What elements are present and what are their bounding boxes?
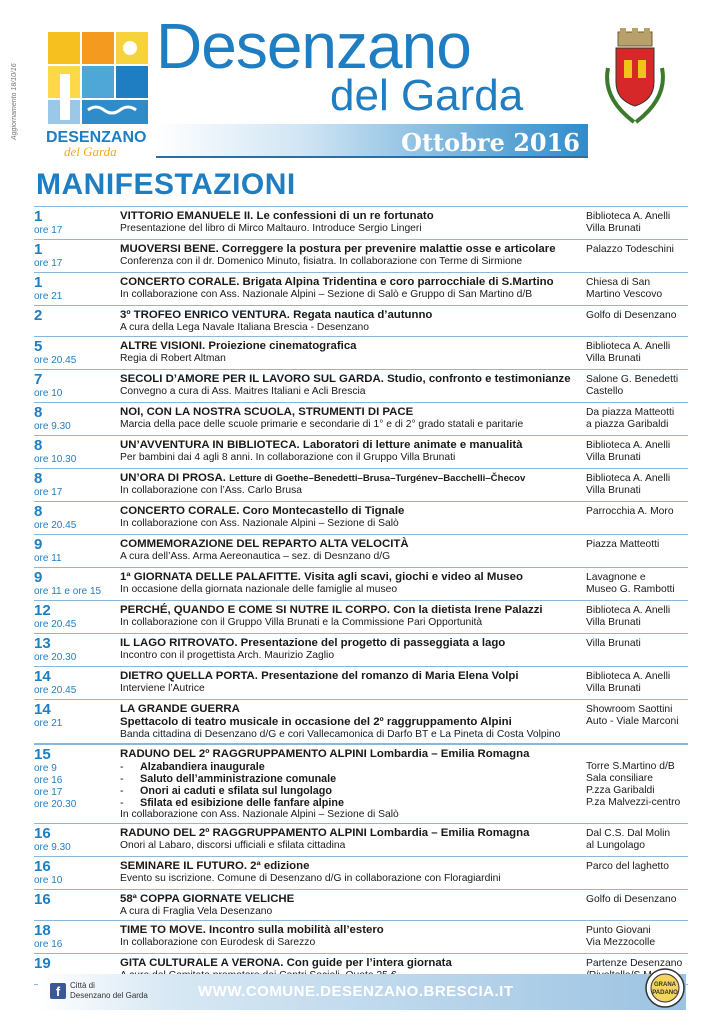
event-date: [34, 923, 120, 951]
event-title: IL LAGO RITROVATO. Presentazione del progetto di passeggiata a lago: [120, 637, 506, 649]
event-description: Regia di Robert Altman: [120, 353, 226, 364]
event-time: ore 9: [34, 763, 57, 774]
event-place-line: Showroom Saottini: [586, 704, 673, 715]
event-day: 1: [34, 208, 43, 225]
event-description: Onori al Labaro, discorsi ufficiali e sfilata cittadina: [120, 840, 346, 851]
event-row: [34, 856, 688, 889]
event-place-line: Piazza Matteotti: [586, 539, 660, 550]
event-place-line: Villa Brunati: [586, 617, 641, 628]
event-time: ore 17: [34, 258, 63, 269]
event-date: [34, 405, 120, 433]
update-note: Aggiornamento 18/10/16: [11, 63, 18, 140]
event-body: [120, 636, 586, 664]
event-description: In collaborazione con il Gruppo Villa Brunati e la Commissione Pari Opportunità: [120, 617, 483, 628]
event-description: In occasione della giornata nazionale delle famiglie al museo: [120, 584, 398, 595]
event-time: ore 17: [34, 225, 63, 236]
event-place-line: P.zza Garibaldi: [586, 785, 655, 796]
section-title: MANIFESTAZIONI: [36, 168, 296, 201]
event-place: [586, 504, 688, 532]
event-place: [586, 209, 688, 237]
event-time: ore 21: [34, 291, 63, 302]
event-date: [34, 209, 120, 237]
event-row: [34, 823, 688, 856]
event-day: 13: [34, 635, 51, 652]
event-row: [34, 336, 688, 369]
event-place-line: Palazzo Todeschini: [586, 244, 674, 255]
event-place: [586, 892, 688, 918]
event-place: [586, 308, 688, 334]
event-date: [34, 636, 120, 664]
event-title: COMMEMORAZIONE DEL REPARTO ALTA VELOCITÀ: [120, 538, 409, 550]
event-place: [586, 669, 688, 697]
event-day: 16: [34, 825, 51, 842]
event-place-line: Biblioteca A. Anelli: [586, 473, 671, 484]
event-place-line: Villa Brunati: [586, 353, 641, 364]
event-day: 14: [34, 668, 51, 685]
event-description: In collaborazione con Ass. Nazionale Alpini – Sezione di Salò e Gruppo di San Martino d/B: [120, 289, 533, 300]
event-place-line: Biblioteca A. Anelli: [586, 605, 671, 616]
event-date: [34, 275, 120, 303]
event-row: [34, 889, 688, 920]
event-time: ore 16: [34, 939, 63, 950]
coat-of-arms-icon: [600, 28, 670, 128]
event-description: In collaborazione con l’Ass. Carlo Brusa: [120, 485, 303, 496]
event-title: CONCERTO CORALE. Brigata Alpina Tridentina e coro parrocchiale di S.Martino: [120, 276, 554, 288]
program-item: - Sfilata ed esibizione delle fanfare alpine: [120, 797, 586, 809]
event-place-line: Torre S.Martino d/B: [586, 761, 675, 772]
event-day: 8: [34, 437, 43, 454]
event-time: ore 10.30: [34, 454, 77, 465]
event-title: UN’ORA DI PROSA. Letture di Goethe–Benedetti–Brusa–Turgénev–Bacchelli–Čhecov: [120, 472, 526, 484]
event-place-line: Golfo di Desenzano: [586, 894, 677, 905]
event-time: ore 20.45: [34, 355, 77, 366]
event-place-line: Lavagnone e: [586, 572, 646, 583]
event-date: [34, 702, 120, 741]
event-title: VITTORIO EMANUELE II. Le confessioni di un re fortunato: [120, 210, 434, 222]
event-row: [34, 435, 688, 468]
event-place-line: Biblioteca A. Anelli: [586, 341, 671, 352]
event-description: Convegno a cura di Ass. Maitres Italiani e Acli Brescia: [120, 386, 366, 397]
event-place-line: Villa Brunati: [586, 452, 641, 463]
event-day: 12: [34, 602, 51, 619]
event-title: RADUNO DEL 2º RAGGRUPPAMENTO ALPINI Lombardia – Emilia Romagna: [120, 827, 530, 839]
event-body: [120, 923, 586, 951]
event-place-line: Villa Brunati: [586, 683, 641, 694]
event-description: Evento su iscrizione. Comune di Desenzano d/G in collaborazione con Floragiardini: [120, 873, 501, 884]
event-body: [120, 339, 586, 367]
event-row: [34, 239, 688, 272]
event-place: [586, 826, 688, 854]
event-date: [34, 339, 120, 367]
event-title: MUOVERSI BENE. Correggere la postura per prevenire malattie osse e articolare: [120, 243, 556, 255]
event-date: [34, 372, 120, 400]
event-day: 5: [34, 338, 43, 355]
event-title: 3º TROFEO ENRICO VENTURA. Regata nautica d’autunno: [120, 309, 433, 321]
program-item: - Saluto dell’amministrazione comunale: [120, 773, 586, 785]
event-description: Marcia della pace delle scuole primarie e secondarie di 1° e di 2° grado statali e paritarie: [120, 419, 524, 430]
event-title: PERCHÉ, QUANDO E COME SI NUTRE IL CORPO. Con la dietista Irene Palazzi: [120, 604, 543, 616]
event-day: 15: [34, 746, 51, 763]
event-place-line: Parco del laghetto: [586, 861, 670, 872]
event-place: [586, 603, 688, 631]
event-day: 1: [34, 241, 43, 258]
events-list: [34, 206, 688, 985]
event-time: ore 11 e ore 15: [34, 586, 102, 597]
event-date: [34, 242, 120, 270]
event-day: 19: [34, 955, 51, 972]
event-time: ore 10: [34, 388, 63, 399]
event-title: 1ª GIORNATA DELLE PALAFITTE. Visita agli scavi, giochi e video al Museo: [120, 571, 523, 583]
event-title: DIETRO QUELLA PORTA. Presentazione del romanzo di Maria Elena Volpi: [120, 670, 519, 682]
event-title: TIME TO MOVE. Incontro sulla mobilità all’estero: [120, 924, 384, 936]
event-row: [34, 567, 688, 600]
event-day: 9: [34, 536, 43, 553]
event-day: 8: [34, 470, 43, 487]
event-place-line: Golfo di Desenzano: [586, 310, 677, 321]
event-date: [34, 892, 120, 918]
event-place-line: Auto - Viale Marconi: [586, 716, 679, 727]
event-description: Per bambini dai 4 agli 8 anni. In collaborazione con il Gruppo Villa Brunati: [120, 452, 456, 463]
event-place-line: P.za Malvezzi-centro: [586, 797, 681, 808]
event-place-line: Villa Brunati: [586, 223, 641, 234]
event-place-line: Villa Brunati: [586, 638, 641, 649]
event-place: [586, 636, 688, 664]
event-body: [120, 471, 586, 499]
event-description: Banda cittadina di Desenzano d/G e cori Vallecamonica di Darfo BT e La Pineta di Costa Volpino: [120, 729, 561, 740]
event-description: In collaborazione con Ass. Nazionale Alpini – Sezione di Salò: [120, 809, 399, 820]
event-place: [586, 923, 688, 951]
event-time: ore 9.30: [34, 421, 71, 432]
event-title: LA GRANDE GUERRA: [120, 703, 240, 715]
event-place: [586, 242, 688, 270]
event-subtitle: Spettacolo di teatro musicale in occasione del 2º raggruppamento Alpini: [120, 716, 512, 728]
event-row: [34, 501, 688, 534]
event-title-detail: Letture di Goethe–Benedetti–Brusa–Turgénev–Bacchelli–Čhecov: [229, 473, 526, 484]
month-band: [156, 124, 588, 158]
event-description: Interviene l’Autrice: [120, 683, 205, 694]
event-row: [34, 305, 688, 336]
event-body: [120, 209, 586, 237]
facebook-icon[interactable]: f: [50, 983, 66, 999]
facebook-label[interactable]: Città di Desenzano del Garda: [70, 981, 148, 1000]
event-place-line: Da piazza Matteotti: [586, 407, 675, 418]
event-time: ore 11: [34, 553, 62, 564]
event-time: ore 16: [34, 775, 63, 786]
event-day: 16: [34, 891, 51, 908]
event-program: [120, 761, 586, 809]
event-time: ore 20.45: [34, 619, 77, 630]
event-day: 8: [34, 503, 43, 520]
event-place-line: a piazza Garibaldi: [586, 419, 669, 430]
event-body: [120, 603, 586, 631]
event-title: GITA CULTURALE A VERONA. Con guide per l’intera giornata: [120, 957, 452, 969]
event-day: 18: [34, 922, 51, 939]
event-title: CONCERTO CORALE. Coro Montecastello di Tignale: [120, 505, 405, 517]
event-day: 1: [34, 274, 43, 291]
event-place-line: Biblioteca A. Anelli: [586, 671, 671, 682]
event-day: 8: [34, 404, 43, 421]
event-date: [34, 570, 120, 598]
event-body: [120, 405, 586, 433]
event-time: ore 10: [34, 875, 63, 886]
event-description: Incontro con il progettista Arch. Maurizio Zaglio: [120, 650, 335, 661]
logo-text-main: DESENZANO: [46, 129, 147, 146]
event-place: [586, 702, 688, 741]
event-place-line: Museo G. Rambotti: [586, 584, 675, 595]
event-body: [120, 372, 586, 400]
event-title: 58ª COPPA GIORNATE VELICHE: [120, 893, 295, 905]
event-body: [120, 275, 586, 303]
event-title: SEMINARE IL FUTURO. 2ª edizione: [120, 860, 310, 872]
event-date: [34, 537, 120, 565]
event-row: [34, 744, 688, 823]
event-description: In collaborazione con Ass. Nazionale Alpini – Sezione di Salò: [120, 518, 399, 529]
event-row: [34, 600, 688, 633]
event-title: RADUNO DEL 2º RAGGRUPPAMENTO ALPINI Lombardia – Emilia Romagna: [120, 748, 530, 760]
event-date: [34, 504, 120, 532]
event-day: 14: [34, 701, 51, 718]
event-place-line: Biblioteca A. Anelli: [586, 211, 671, 222]
event-time: ore 20.30: [34, 799, 77, 810]
grana-padano-logo: [644, 964, 686, 1012]
event-row: [34, 272, 688, 305]
event-description: A cura di Fraglia Vela Desenzano: [120, 906, 273, 917]
logo-text-sub: del Garda: [64, 144, 117, 159]
event-day: 16: [34, 858, 51, 875]
event-time: ore 20.30: [34, 652, 77, 663]
event-title: UN’AVVENTURA IN BIBLIOTECA. Laboratori di letture animate e manualità: [120, 439, 523, 451]
event-title: NOI, CON LA NOSTRA SCUOLA, STRUMENTI DI PACE: [120, 406, 414, 418]
event-body: [120, 859, 586, 887]
event-place: [586, 438, 688, 466]
event-place-line: Chiesa di San: [586, 277, 651, 288]
event-place-line: Biblioteca A. Anelli: [586, 440, 671, 451]
program-item: - Alzabandiera inaugurale: [120, 761, 586, 773]
event-place-line: Punto Giovani: [586, 925, 651, 936]
event-description: Presentazione del libro di Mirco Maltauro. Introduce Sergio Lingeri: [120, 223, 422, 234]
badge-text-bottom: PADANO: [652, 990, 678, 996]
page-title-line2: del Garda: [330, 71, 524, 120]
event-day: 2: [34, 307, 43, 324]
event-place: [586, 339, 688, 367]
event-row: [34, 369, 688, 402]
footer-bar: [38, 974, 686, 1010]
event-place: [586, 275, 688, 303]
event-body: [120, 438, 586, 466]
event-body: [120, 702, 586, 741]
event-time: ore 9.30: [34, 842, 71, 853]
event-date: [34, 308, 120, 334]
event-row: [34, 699, 688, 744]
event-place-line: Via Mezzocolle: [586, 937, 656, 948]
event-body: [120, 537, 586, 565]
event-place-line: Sala consiliare: [586, 773, 653, 784]
event-time: ore 20.45: [34, 685, 77, 696]
event-place-line: Dal C.S. Dal Molin: [586, 828, 671, 839]
event-day: 7: [34, 371, 43, 388]
event-date: [34, 471, 120, 499]
event-place-line: Partenze Desenzano: [586, 958, 683, 969]
event-body: [120, 669, 586, 697]
city-logo: [44, 30, 152, 162]
website-link[interactable]: WWW.COMUNE.DESENZANO.BRESCIA.IT: [198, 983, 514, 1000]
event-description: A cura della Lega Navale Italiana Brescia - Desenzano: [120, 322, 369, 333]
event-place-line: Salone G. Benedetti: [586, 374, 679, 385]
event-place: [586, 471, 688, 499]
event-time: ore 20.45: [34, 520, 77, 531]
event-place-line: Martino Vescovo: [586, 289, 663, 300]
event-row: [34, 534, 688, 567]
event-time: ore 17: [34, 787, 63, 798]
event-place: [586, 372, 688, 400]
event-row: [34, 633, 688, 666]
event-date: [34, 669, 120, 697]
event-description: A cura dell’Ass. Arma Aereonautica – sez. di Desnzano d/G: [120, 551, 391, 562]
page-title-line1: Desenzano: [156, 10, 471, 82]
event-time: ore 17: [34, 487, 63, 498]
event-title: ALTRE VISIONI. Proiezione cinematografica: [120, 340, 357, 352]
program-item: - Onori ai caduti e sfilata sul lungolago: [120, 785, 586, 797]
event-row: [34, 206, 688, 239]
event-row: [34, 402, 688, 435]
event-row: [34, 666, 688, 699]
event-place-line: Castello: [586, 386, 624, 397]
event-date: [34, 438, 120, 466]
event-time: ore 21: [34, 718, 63, 729]
event-title: SECOLI D’AMORE PER IL LAVORO SUL GARDA. Studio, confronto e testimonianze: [120, 373, 571, 385]
event-body: [120, 826, 586, 854]
event-row: [34, 920, 688, 953]
event-place: [586, 747, 688, 821]
event-place-line: al Lungolago: [586, 840, 645, 851]
event-date: [34, 603, 120, 631]
event-place-line: Parrocchia A. Moro: [586, 506, 674, 517]
event-date: [34, 859, 120, 887]
event-body: [120, 504, 586, 532]
event-row: [34, 468, 688, 501]
event-description: Conferenza con il dr. Domenico Minuto, fisiatra. In collaborazione con Terme di Sirmione: [120, 256, 523, 267]
event-date: [34, 826, 120, 854]
event-place: [586, 570, 688, 598]
event-body: [120, 308, 586, 334]
badge-text-top: GRANA: [654, 982, 676, 988]
event-place-line: Villa Brunati: [586, 485, 641, 496]
event-place: [586, 859, 688, 887]
event-place: [586, 405, 688, 433]
event-day: 9: [34, 569, 43, 586]
event-body: [120, 892, 586, 918]
event-body: [120, 570, 586, 598]
event-place: [586, 537, 688, 565]
event-description: In collaborazione con Eurodesk di Sarezzo: [120, 937, 316, 948]
month-label: Ottobre 2016: [401, 128, 580, 157]
event-body: [120, 242, 586, 270]
